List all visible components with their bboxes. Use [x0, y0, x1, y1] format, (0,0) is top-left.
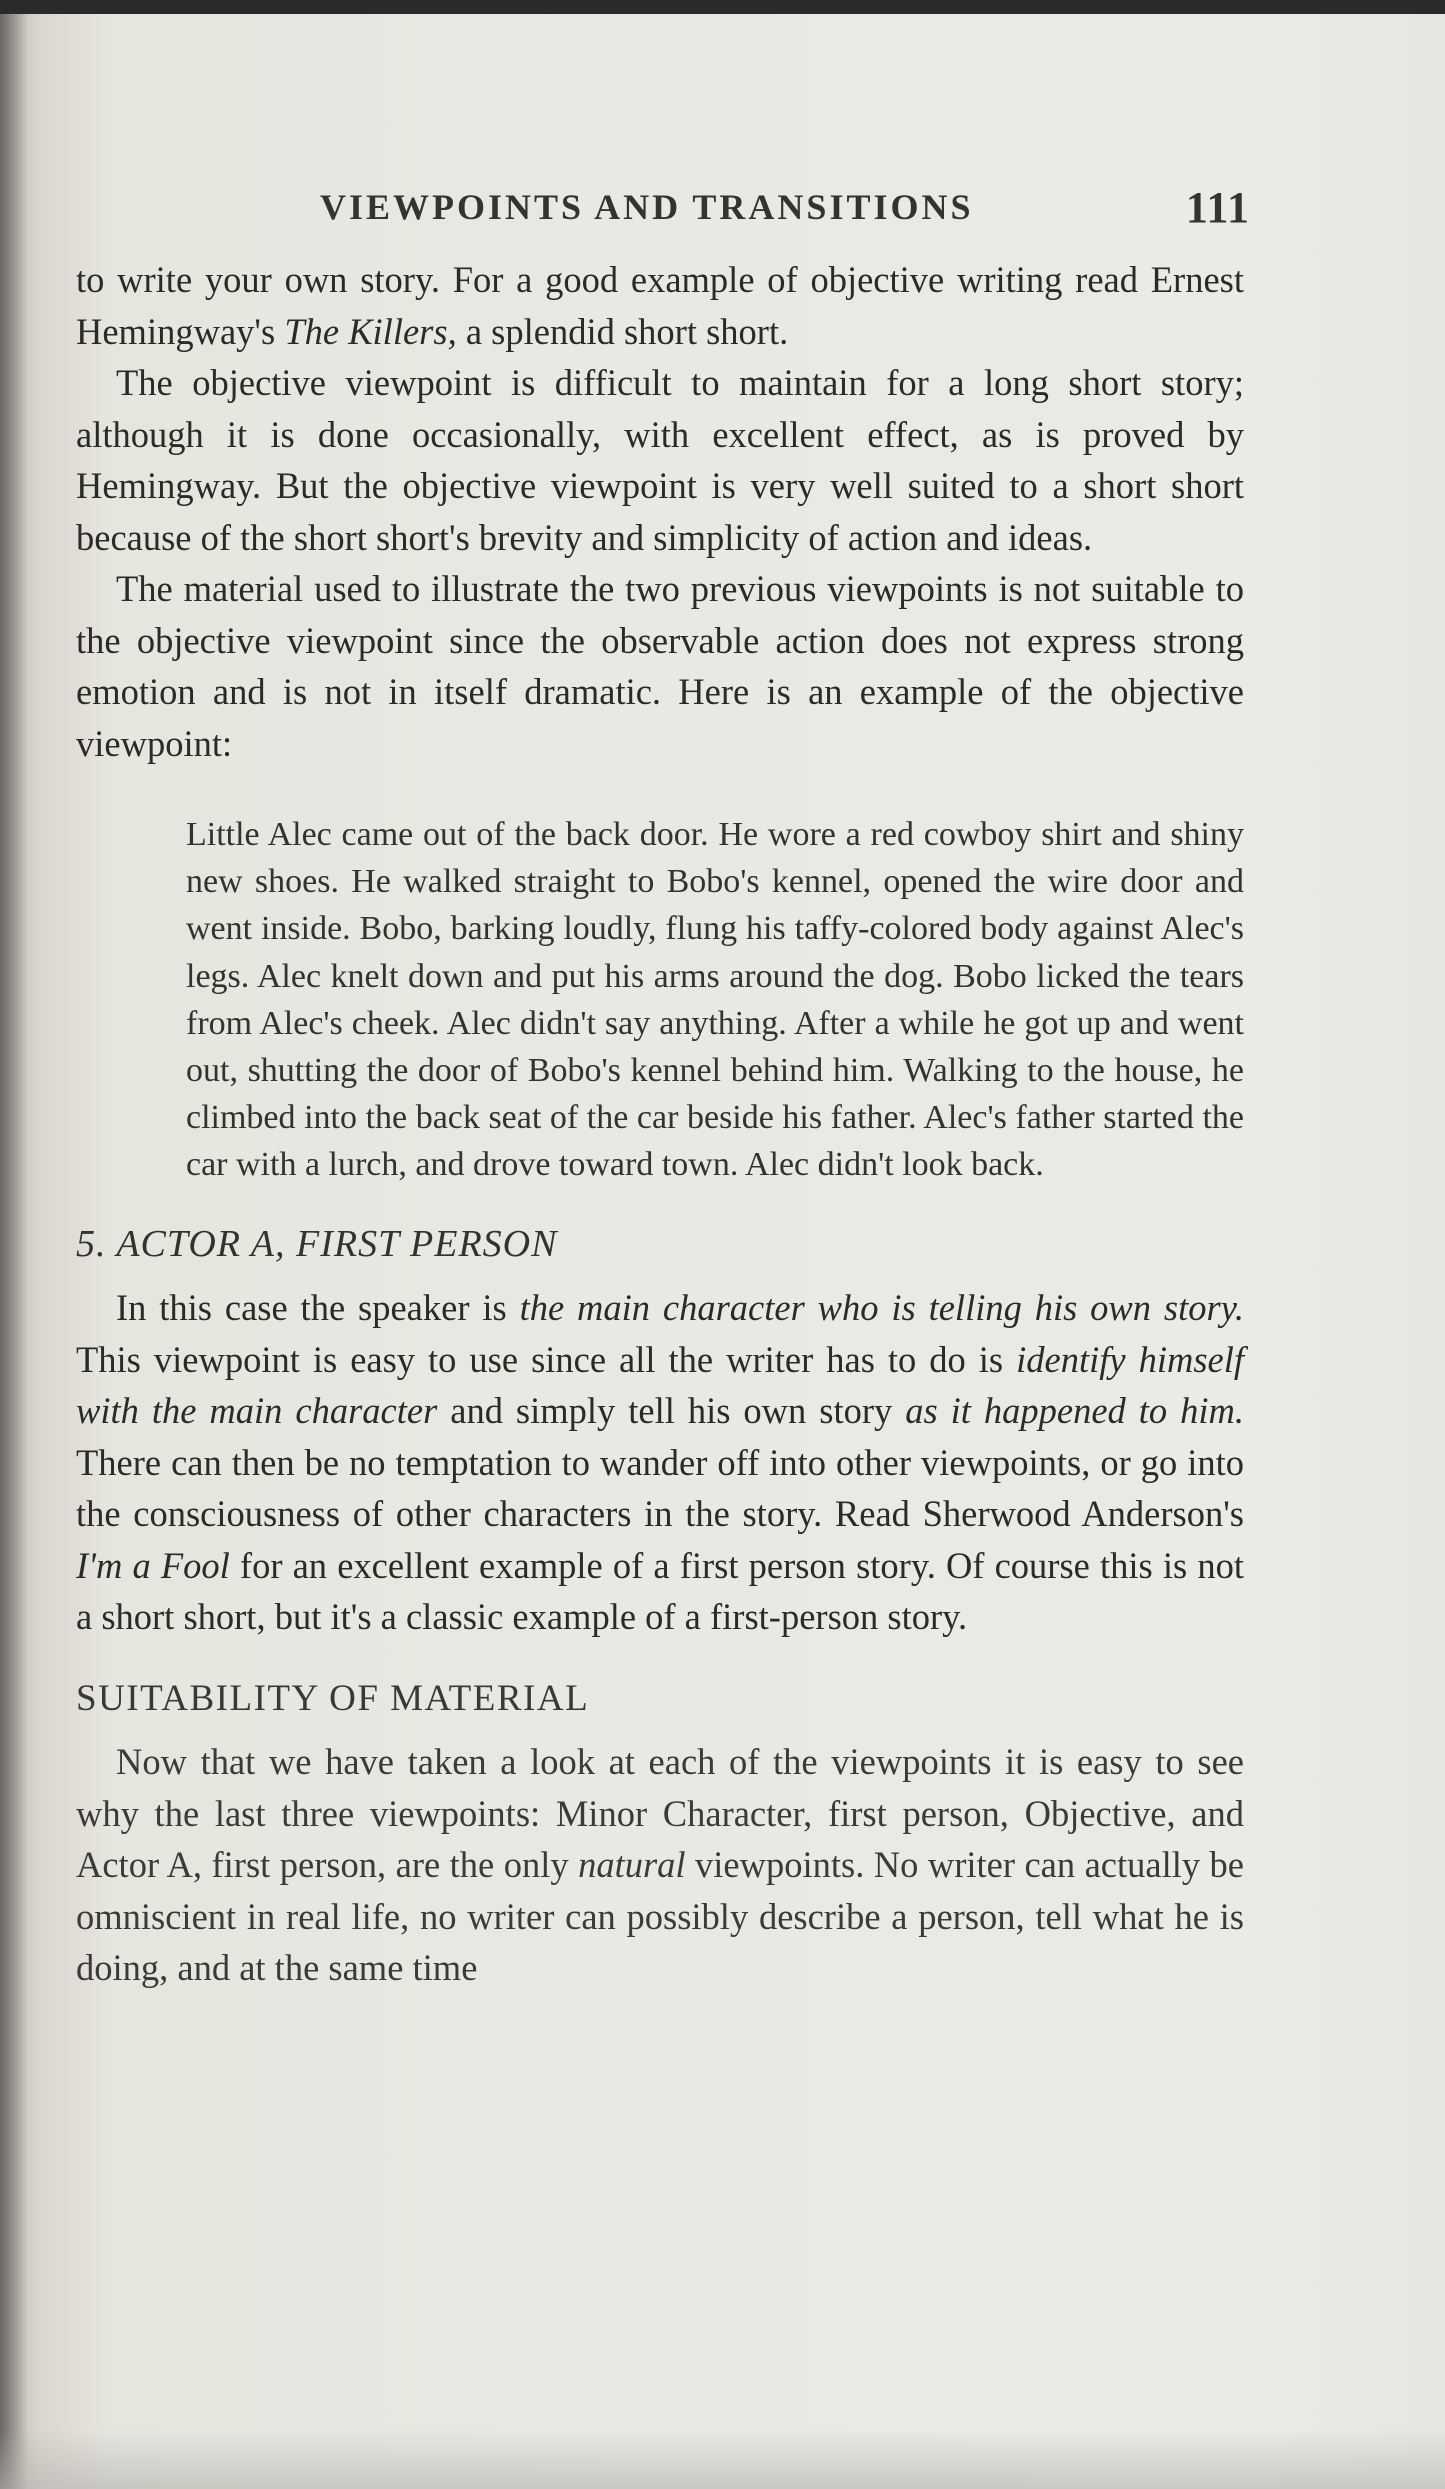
page-number: 111 [1185, 183, 1250, 232]
emphasis-natural: natural [578, 1844, 686, 1886]
example-passage: Little Alec came out of the back door. He wore a red cowboy shirt and shiny new shoes. He walked straight to Bobo's kennel, opened the wire door and went inside. Bobo, barking loudly, flung his taffy-colored body against Alec's legs. Alec knelt down and put his arms around the dog. Bobo licked the tears from Alec's cheek. Alec didn't say anything. After a while he got up and went out, shutting the door of Bobo's kennel behind him. Walking to the house, he climbed into the back seat of the car beside his father. Alec's father started the car with a lurch, and drove toward town. Alec didn't look back. [186, 816, 1244, 1184]
section-heading-actor-a: 5. ACTOR A, FIRST PERSON [76, 1222, 558, 1265]
emphasis-as-it-happened: as it happened to him. [905, 1390, 1244, 1432]
body-text [76, 254, 1244, 1994]
title-the-killers: The Killers, [284, 310, 457, 352]
paragraph-actor-a: In this case the speaker is the main character who is telling his own story. This viewpoint is easy to use since all the writer has to do is identify himself with the main character and simply tell his own story as it happened to him. There can then be no temptation to wander off into other viewpoints, or go into the consciousness of other characters in the story. Read Sherwood Anderson's I'm a Fool for an excellent example of a first person story. Of course this is not a short short, but it's a classic example of a first-person story. [76, 1287, 1245, 1638]
spine-shadow [0, 14, 28, 2489]
title-im-a-fool: I'm a Fool [76, 1544, 230, 1586]
bottom-edge-shadow [0, 2429, 1445, 2489]
section-heading-suitability: SUITABILITY OF MATERIAL [76, 1677, 590, 1719]
paragraph-continued: to write your own story. For a good example of objective writing read Ernest Hemingway's The Killers, a splendid short short. [76, 259, 1244, 352]
paragraph-objective-difficulty: The objective viewpoint is difficult to maintain for a long short story; although it is done occasionally, with excellent effect, as is proved by Hemingway. But the objective viewpoint is very well suited to a short short because of the short short's brevity and simplicity of action and ideas. [76, 362, 1244, 558]
paragraph-suitability: Now that we have taken a look at each of the viewpoints it is easy to see why the last three viewpoints: Minor Character, first person, Objective, and Actor A, first person, are the only natural viewpoints. No writer can actually be omniscient in real life, no writer can possibly describe a person, tell what he is doing, and at the same time [76, 1741, 1245, 1989]
book-page [0, 14, 1445, 2489]
emphasis-identify: identify himself with the main character [76, 1338, 1245, 1432]
paragraph-material-intro: The material used to illustrate the two previous viewpoints is not suitable to the objective viewpoint since the observable action does not express strong emotion and is not in itself dramatic. Here is an example of the objective viewpoint: [76, 568, 1244, 764]
running-title: VIEWPOINTS AND TRANSITIONS [320, 187, 974, 227]
emphasis-main-character: the main character who is telling his own story. [519, 1287, 1245, 1329]
